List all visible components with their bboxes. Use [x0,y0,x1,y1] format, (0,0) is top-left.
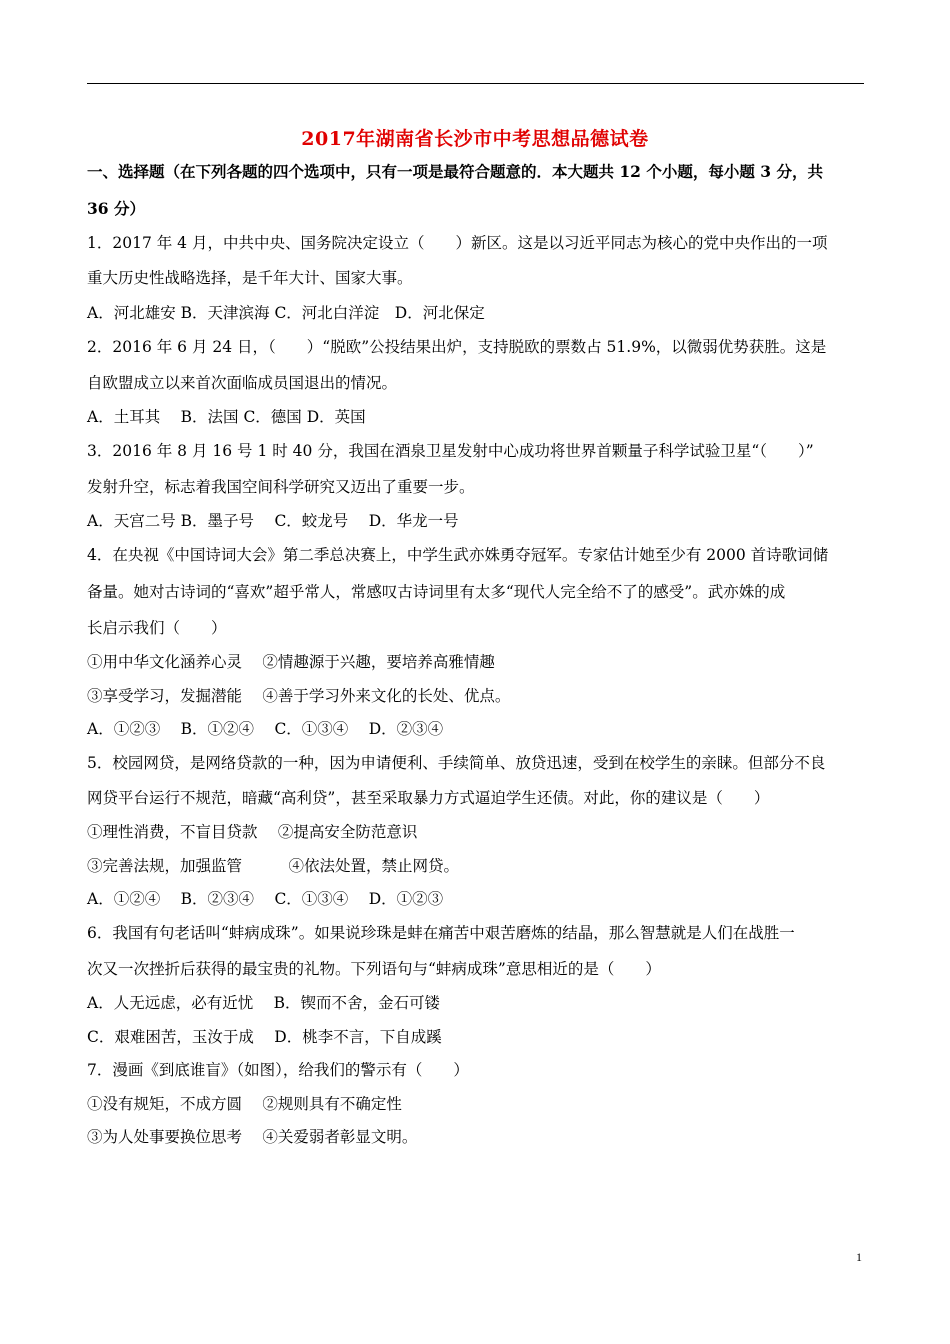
question-4-statement-2: ③享受学习，发掘潜能 ④善于学习外来文化的长处、优点。 [87,687,511,705]
question-4-line-2: 备量。她对古诗词的“喜欢”超乎常人，常感叹古诗词里有太多“现代人完全给不了的感受”。武亦姝的成 [87,583,786,601]
header-rule [87,83,864,84]
question-1-line-2: 重大历史性战略选择，是千年大计、国家大事。 [87,269,413,287]
question-6-options-1: A．人无远虑，必有近忧 B．锲而不舍，金石可镂 [87,994,441,1012]
question-6-line-1: 6．我国有句老话叫“蚌病成珠”。如果说珍珠是蚌在痛苦中艰苦磨炼的结晶，那么智慧就是人们在战胜一 [87,924,795,942]
question-7-statement-1: ①没有规矩，不成方圆 ②规则具有不确定性 [87,1095,402,1113]
question-5-line-1: 5．校园网贷，是网络贷款的一种，因为申请便利、手续简单、放贷迅速，受到在校学生的亲睐。但部分不良 [87,754,826,772]
question-7-statement-2: ③为人处事要换位思考 ④关爱弱者彰显文明。 [87,1128,418,1146]
question-6-line-2: 次又一次挫折后获得的最宝贵的礼物。下列语句与“蚌病成珠”意思相近的是（ ） [87,960,661,978]
question-3-line-2: 发射升空，标志着我国空间科学研究又迈出了重要一步。 [87,478,475,496]
question-2-line-1: 2．2016 年 6 月 24 日，（ ）“脱欧”公投结果出炉，支持脱欧的票数占 51.9%，以微弱优势获胜。这是 [87,338,827,356]
section-header-line-2: 36 分） [87,199,145,218]
question-4-options: A．①②③ B．①②④ C．①③④ D．②③④ [87,720,444,738]
question-7-line-1: 7．漫画《到底谁盲》（如图），给我们的警示有（ ） [87,1061,469,1079]
question-5-options: A．①②④ B．②③④ C．①③④ D．①②③ [87,890,444,908]
question-1-options: A．河北雄安 B．天津滨海 C．河北白洋淀 D．河北保定 [87,304,485,322]
question-1-line-1: 1．2017 年 4 月，中共中央、国务院决定设立（ ）新区。这是以习近平同志为核心的党中央作出的一项 [87,234,828,252]
question-4-line-3: 长启示我们（ ） [87,619,227,637]
document-title: 2017年湖南省长沙市中考思想品德试卷 [301,128,649,150]
question-2-options: A．土耳其 B．法国 C．德国 D．英国 [87,408,366,426]
question-6-options-2: C．艰难困苦，玉汝于成 D．桃李不言，下自成蹊 [87,1028,442,1046]
question-5-statement-1: ①理性消费，不盲目贷款 ②提高安全防范意识 [87,823,418,841]
question-3-options: A．天宫二号 B．墨子号 C．蛟龙号 D．华龙一号 [87,512,459,530]
question-2-line-2: 自欧盟成立以来首次面临成员国退出的情况。 [87,374,398,392]
section-header-line-1: 一、选择题（在下列各题的四个选项中，只有一项是最符合题意的．本大题共 12 个小题，每小题 3 分，共 [87,162,823,181]
question-5-line-2: 网贷平台运行不规范，暗藏“高利贷”，甚至采取暴力方式逼迫学生还债。对此，你的建议是（ ） [87,789,770,807]
page-number: 1 [856,1250,862,1264]
question-4-statement-1: ①用中华文化涵养心灵 ②情趣源于兴趣，要培养高雅情趣 [87,653,495,671]
question-4-line-1: 4．在央视《中国诗词大会》第二季总决赛上，中学生武亦姝勇夺冠军。专家估计她至少有 2000 首诗歌词储 [87,546,829,564]
question-5-statement-2: ③完善法规，加强监管 ④依法处置，禁止网贷。 [87,857,460,875]
question-3-line-1: 3．2016 年 8 月 16 号 1 时 40 分，我国在酒泉卫星发射中心成功将世界首颗量子科学试验卫星“（ ）” [87,442,814,460]
